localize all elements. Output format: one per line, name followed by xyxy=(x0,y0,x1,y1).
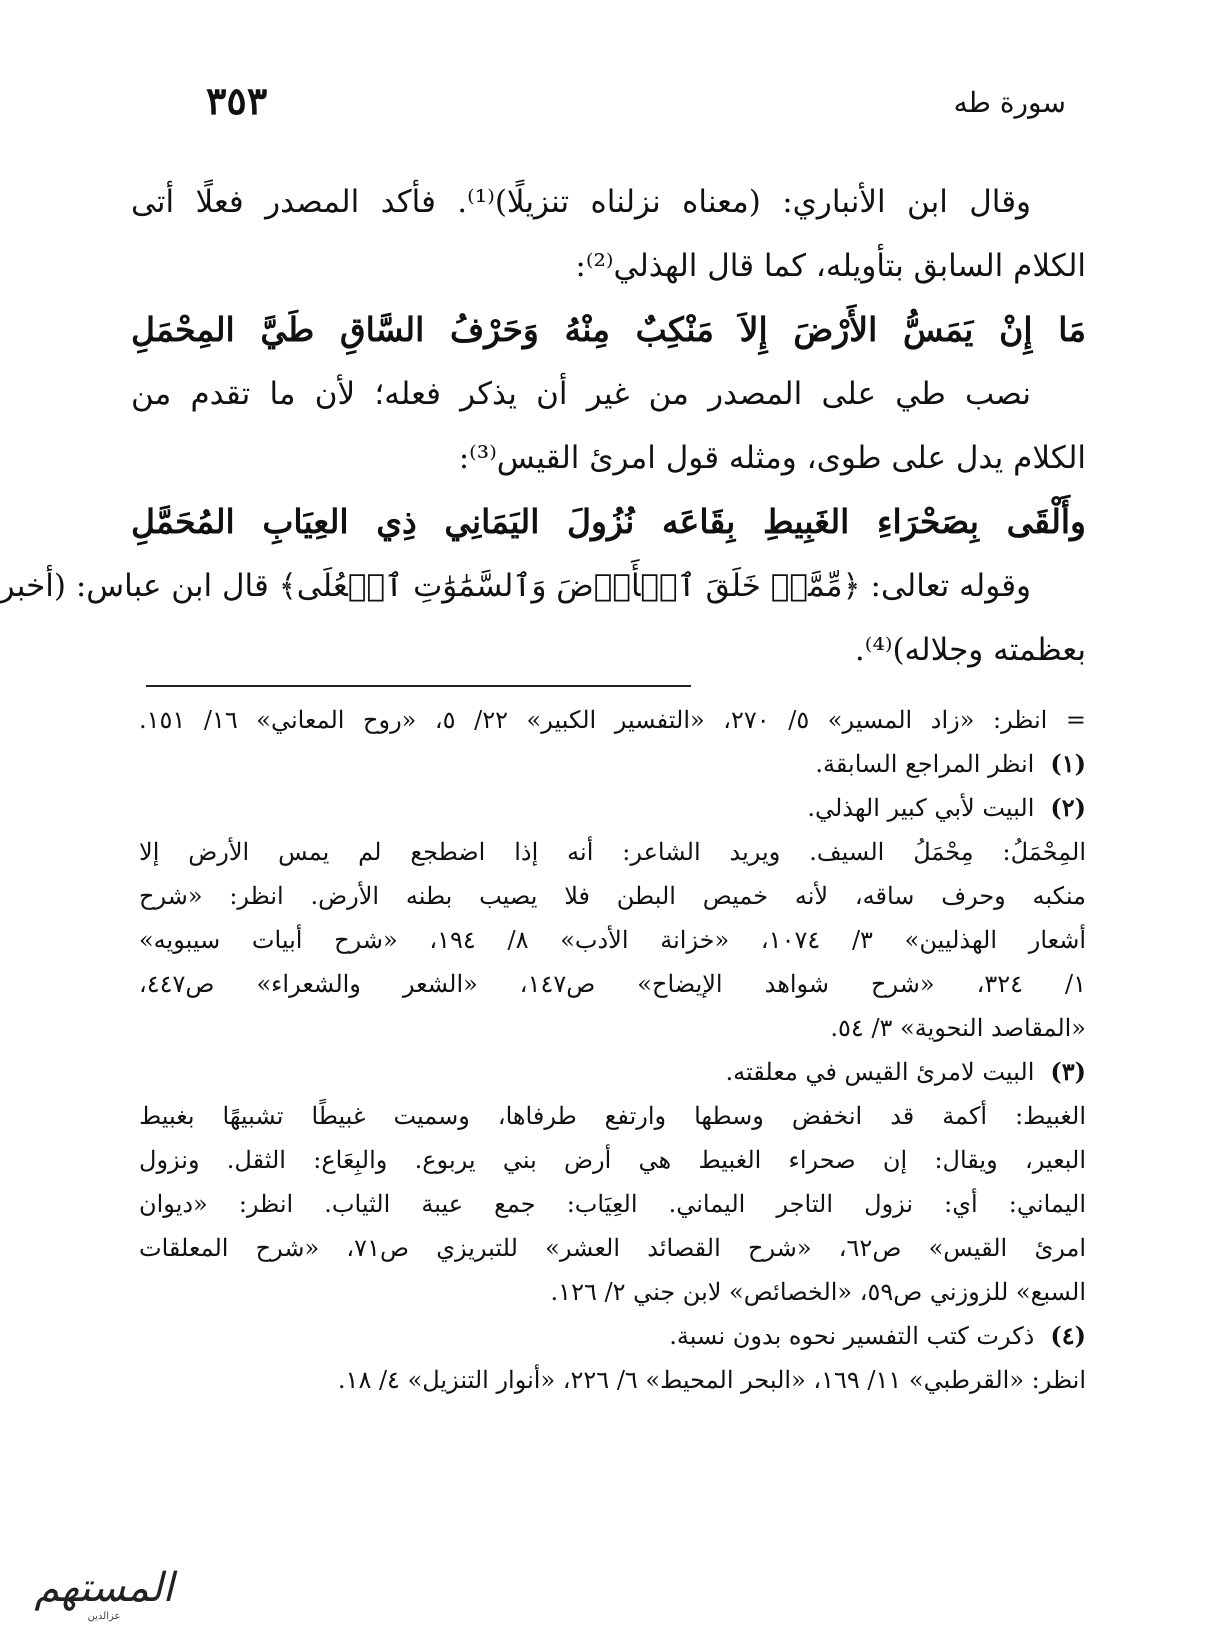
text-line: وقال ابن الأنباري: (معناه نزلناه تنزيلًا)⁽¹⁾. فأكد المصدر فعلًا أتى xyxy=(131,184,1031,220)
footnote-2 xyxy=(139,786,1086,830)
footnote-text-line: «المقاصد النحوية» ٣/ ٥٤. xyxy=(830,1014,1086,1042)
footnote-text: ذكرت كتب التفسير نحوه بدون نسبة. xyxy=(669,1322,1035,1350)
text-line: بعظمته وجلاله)⁽⁴⁾. xyxy=(854,632,1086,668)
footnote-text: انظر المراجع السابقة. xyxy=(815,750,1035,778)
footnote-text-line: أشعار الهذليين» ٣/ ١٠٧٤، «خزانة الأدب» ٨/ ١٩٤، «شرح أبيات سيبويه» xyxy=(139,926,1086,954)
footnote-4 xyxy=(139,1314,1086,1358)
footnote-3 xyxy=(139,1050,1086,1094)
footnote-text-line: انظر: «القرطبي» ١١/ ١٦٩، «البحر المحيط» ٦/ ٢٢٦، «أنوار التنزيل» ٤/ ١٨. xyxy=(337,1366,1086,1394)
footnote-text-line: امرئ القيس» ص٦٢، «شرح القصائد العشر» للتبريزي ص٧١، «شرح المعلقات xyxy=(139,1234,1086,1262)
footnotes xyxy=(139,698,1086,1402)
running-title: سورة طه xyxy=(953,86,1066,119)
text-line: الكلام السابق بتأويله، كما قال الهذلي⁽²⁾: xyxy=(575,248,1086,284)
footnote-text-line: السبع» للزوزني ص٥٩، «الخصائص» لابن جني ٢/ ١٢٦. xyxy=(550,1278,1086,1306)
footnote-1 xyxy=(139,742,1086,786)
quran-quote-line: وقوله تعالى: ﴿مِّمَّنۡ خَلَقَ ٱلۡأَرۡضَ وَٱلسَّمَٰوَٰتِ ٱلۡعُلَى﴾ قال ابن عباس: (أخبر xyxy=(0,568,1031,604)
footnote-continuation: = انظر: «زاد المسير» ٥/ ٢٧٠، «التفسير الكبير» ٢٢/ ٥، «روح المعاني» ١٦/ ١٥١. xyxy=(139,706,1087,734)
footnote-text: البيت لأبي كبير الهذلي. xyxy=(807,794,1035,822)
watermark-main: المستهم xyxy=(34,1565,174,1611)
footnote-number: (٤) xyxy=(1050,1321,1086,1350)
watermark-sub: عزالدين xyxy=(87,1611,121,1622)
page-header xyxy=(206,78,1066,128)
page-number: ٣٥٣ xyxy=(206,78,268,123)
footnote-number: (٢) xyxy=(1050,793,1086,822)
footnote-text-line: الغبيط: أكمة قد انخفض وسطها وارتفع طرفاها، وسميت غبيطًا تشبيهًا بغبيط xyxy=(139,1102,1086,1130)
footnote-text: البيت لامرئ القيس في معلقته. xyxy=(725,1058,1035,1086)
footnote-text-line: اليماني: أي: نزول التاجر اليماني. العِيَاب: جمع عيبة الثياب. انظر: «ديوان xyxy=(139,1190,1086,1218)
footnote-number: (١) xyxy=(1050,749,1086,778)
poetry-verse: مَا إِنْ يَمَسُّ الأَرْضَ إِلاَ مَنْكِبٌ مِنْهُ وَحَرْفُ السَّاقِ طَيَّ المِحْمَلِ xyxy=(131,310,1086,349)
watermark-logo xyxy=(29,1565,179,1635)
footnote-number: (٣) xyxy=(1050,1057,1086,1086)
footnote-text-line: البعير، ويقال: إن صحراء الغبيط هي أرض بني يربوع. والبِعَاع: الثقل. ونزول xyxy=(139,1146,1086,1174)
footnote-text-line: منكبه وحرف ساقه، لأنه خميص البطن فلا يصيب بطنه الأرض. انظر: «شرح xyxy=(139,882,1086,910)
footnote-divider xyxy=(146,685,691,687)
poetry-verse: وأَلْقَى بِصَحْرَاءِ الغَبِيطِ بِقَاعَه نُزُولَ اليَمَانِي ذِي العِيَابِ المُحَمَّلِ xyxy=(131,502,1086,541)
footnote-text-line: المِحْمَلُ: مِحْمَلُ السيف. ويريد الشاعر: أنه إذا اضطجع لم يمس الأرض إلا xyxy=(139,838,1086,866)
text-line: الكلام يدل على طوى، ومثله قول امرئ القيس⁽³⁾: xyxy=(458,440,1086,476)
footnote-text-line: ١/ ٣٢٤، «شرح شواهد الإيضاح» ص١٤٧، «الشعر والشعراء» ص٤٤٧، xyxy=(139,970,1087,998)
main-text xyxy=(0,170,1086,682)
text-line: نصب طي على المصدر من غير أن يذكر فعله؛ لأن ما تقدم من xyxy=(131,376,1031,412)
